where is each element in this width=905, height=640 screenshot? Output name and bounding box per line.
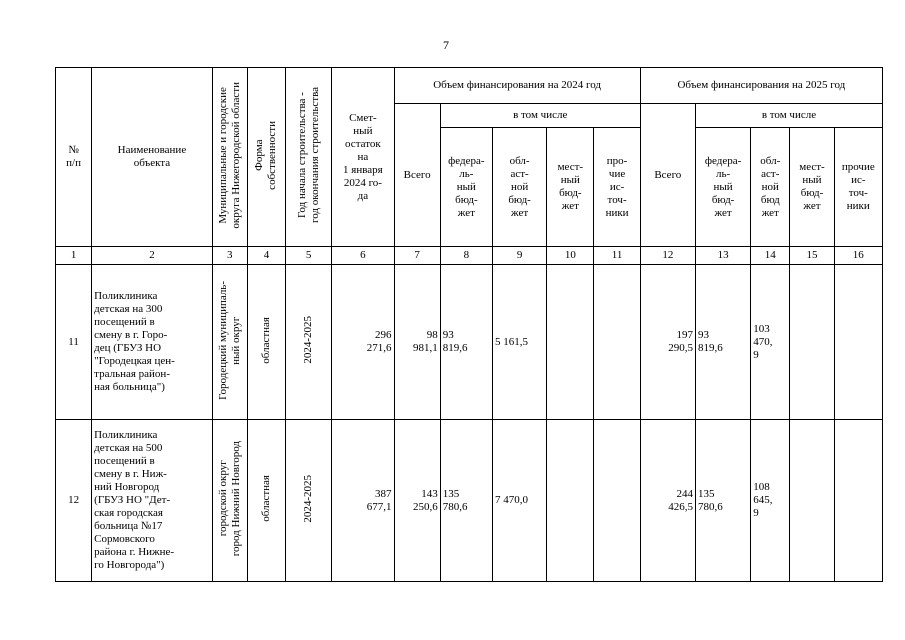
local-2025 bbox=[790, 265, 834, 420]
object-name: Поликлиника детская на 300 посещений в смену в г. Горо- дец (ГБУЗ НО "Городецкая цен- тральная район- ная больница") bbox=[92, 265, 213, 420]
col-number: 12 bbox=[640, 247, 695, 265]
col-number: 2 bbox=[92, 247, 213, 265]
header-federal-2024: федера- ль- ный бюд- жет bbox=[440, 128, 492, 247]
header-incl-2024: в том числе bbox=[440, 104, 640, 128]
other-2024 bbox=[594, 265, 640, 420]
row-num: 11 bbox=[56, 265, 92, 420]
col-number: 8 bbox=[440, 247, 492, 265]
other-2025 bbox=[834, 420, 882, 582]
regional-2025: 103 470, 9 bbox=[751, 265, 790, 420]
table-row bbox=[56, 420, 883, 582]
col-number: 6 bbox=[332, 247, 394, 265]
header-other-2025: прочие ис- точ- ники bbox=[834, 128, 882, 247]
header-regional-2024: обл- аст- ной бюд- жет bbox=[492, 128, 546, 247]
construction-years: 2024-2025 bbox=[302, 316, 315, 364]
local-2025 bbox=[790, 420, 834, 582]
municipality: городской округ город Нижний Новгород bbox=[216, 440, 242, 557]
header-total-2024: Всего bbox=[394, 104, 440, 247]
other-2025 bbox=[834, 265, 882, 420]
federal-2024: 135 780,6 bbox=[440, 420, 492, 582]
construction-years: 2024-2025 bbox=[302, 474, 315, 523]
col-number: 15 bbox=[790, 247, 834, 265]
col-number: 1 bbox=[56, 247, 92, 265]
col-number: 5 bbox=[286, 247, 332, 265]
header-total-2025: Всего bbox=[640, 104, 695, 247]
col-number: 11 bbox=[594, 247, 640, 265]
header-name: Наименование объекта bbox=[92, 68, 213, 247]
header-other-2024: про- чие ис- точ- ники bbox=[594, 128, 640, 247]
total-2024: 98 981,1 bbox=[394, 265, 440, 420]
header-federal-2025: федера- ль- ный бюд- жет bbox=[695, 128, 750, 247]
column-numbers-row bbox=[56, 247, 883, 265]
header-incl-2025: в том числе bbox=[695, 104, 882, 128]
other-2024 bbox=[594, 420, 640, 582]
local-2024 bbox=[547, 420, 594, 582]
col-number: 13 bbox=[695, 247, 750, 265]
col-number: 9 bbox=[492, 247, 546, 265]
header-local-2024: мест- ный бюд- жет bbox=[547, 128, 594, 247]
page-number: 7 bbox=[443, 38, 449, 52]
header-fin-2024: Объем финансирования на 2024 год bbox=[394, 68, 640, 104]
table-row bbox=[56, 265, 883, 420]
header-local-2025: мест- ный бюд- жет bbox=[790, 128, 834, 247]
col-number: 3 bbox=[212, 247, 247, 265]
col-number: 4 bbox=[247, 247, 285, 265]
col-number: 7 bbox=[394, 247, 440, 265]
header-ownership: Форма собственности bbox=[253, 120, 279, 190]
regional-2024: 7 470,0 bbox=[492, 420, 546, 582]
federal-2025: 135 780,6 bbox=[695, 420, 750, 582]
federal-2024: 93 819,6 bbox=[440, 265, 492, 420]
total-2024: 143 250,6 bbox=[394, 420, 440, 582]
col-number: 10 bbox=[547, 247, 594, 265]
regional-2025: 108 645, 9 bbox=[751, 420, 790, 582]
col-number: 14 bbox=[751, 247, 790, 265]
financing-table bbox=[55, 67, 883, 582]
municipality: Городецкий муниципаль- ный округ bbox=[216, 280, 242, 400]
ownership: областная bbox=[259, 475, 272, 522]
regional-2024: 5 161,5 bbox=[492, 265, 546, 420]
header-years: Год начала строительства - год окончания строительства bbox=[295, 87, 321, 223]
header-estimate: Смет- ный остаток на 1 января 2024 го- да bbox=[332, 68, 394, 247]
federal-2025: 93 819,6 bbox=[695, 265, 750, 420]
col-number: 16 bbox=[834, 247, 882, 265]
row-num: 12 bbox=[56, 420, 92, 582]
header-num: № п/п bbox=[56, 68, 92, 247]
object-name: Поликлиника детская на 500 посещений в смену в г. Ниж- ний Новгород (ГБУЗ НО "Дет- ская городская больница №17 Сормовского района г. Нижне- го Новгорода") bbox=[92, 420, 213, 582]
ownership: областная bbox=[259, 316, 272, 364]
total-2025: 197 290,5 bbox=[640, 265, 695, 420]
total-2025: 244 426,5 bbox=[640, 420, 695, 582]
estimate-balance: 387 677,1 bbox=[332, 420, 394, 582]
header-regional-2025: обл- аст- ной бюд жет bbox=[751, 128, 790, 247]
header-municipality: Муниципальные и городские округа Нижегородской области bbox=[216, 81, 242, 229]
estimate-balance: 296 271,6 bbox=[332, 265, 394, 420]
local-2024 bbox=[547, 265, 594, 420]
header-fin-2025: Объем финансирования на 2025 год bbox=[640, 68, 882, 104]
